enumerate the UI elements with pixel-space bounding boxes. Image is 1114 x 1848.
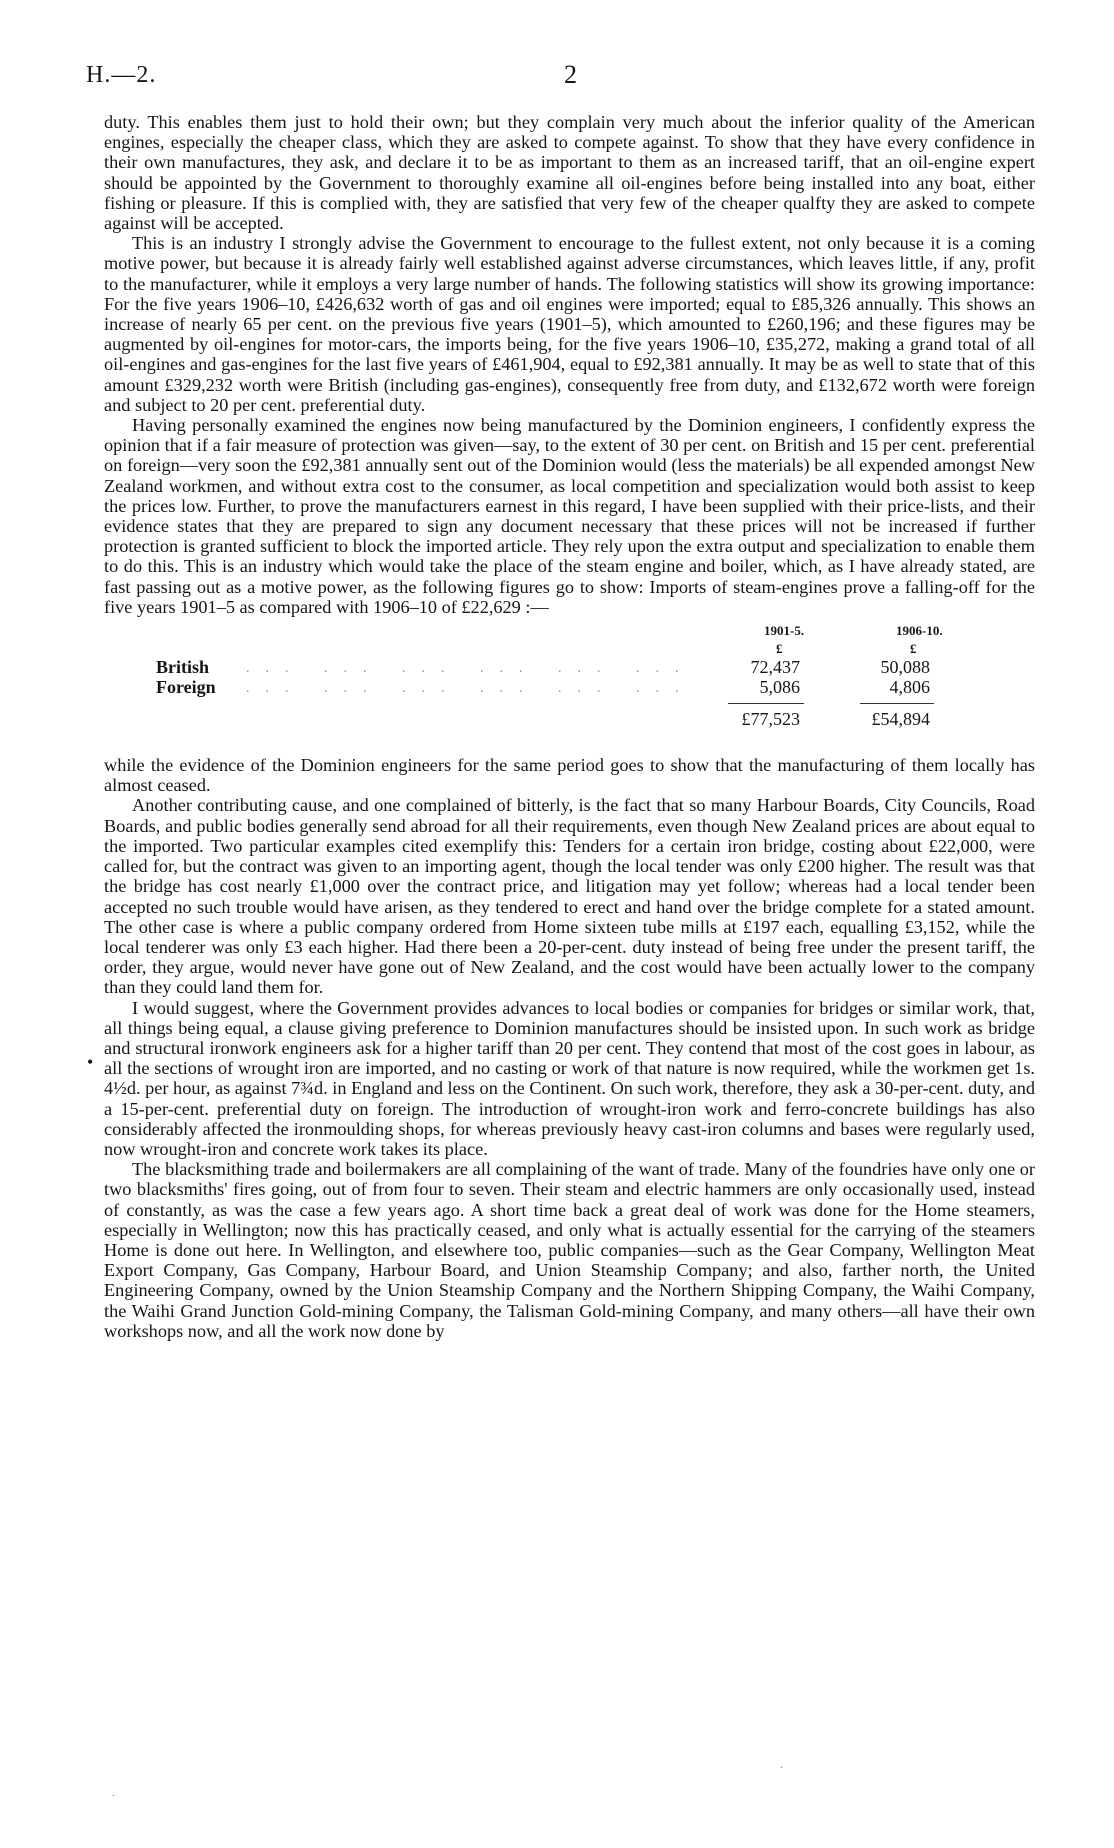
total-1901-5: £77,523: [741, 709, 800, 730]
speck: .: [780, 1757, 783, 1771]
paragraph: duty. This enables them just to hold their own; but they complain very much about the inferior quality of the American engines, especially the cheaper class, which they are asked to compete against. To show that they have every confidence in their own manufactures, they ask, and declare it to be as important to them as an increased tariff, that an oil-engine expert should be appointed by the Government to thoroughly examine all oil-engines before being installed into any boat, either fishing or pleasure. If this is complied with, they are satisfied that very few of the cheaper qualfty they are asked to compete against will be accepted.: [104, 112, 1035, 234]
document-body: [104, 112, 1035, 1341]
paragraph: Having personally examined the engines now being manufactured by the Dominion engineers, I confidently express the opinion that if a fair measure of protection was given—say, to the extent of 30 per cent. on British and 15 per cent. preferential on foreign—very soon the £92,381 annually sent out of the Dominion would (less the materials) be all expended amongst New Zealand workmen, and without extra cost to the consumer, as local competition and specialization would both assist to keep the prices low. Further, to prove the manufacturers earnest in this regard, I have been supplied with their price-lists, and their evidence states that they are prepared to sign any document necessary that these prices will not be increased if further protection is granted sufficient to block the imported article. They rely upon the extra output and specialization to enable them to do this. This is an industry which would take the place of the steam engine and boiler, which, as I have already stated, are fast passing out as a motive power, as the following figures go to show: Imports of steam-engines prove a falling-off for the five years 1901–5 as compared with 1906–10 of £22,629 :—: [104, 415, 1035, 617]
value-british-1906-10: 50,088: [880, 657, 930, 678]
steam-engine-imports-table: [104, 617, 1035, 755]
currency-symbol: £: [910, 641, 917, 657]
leader-dots: ... ... ... ... ... ...: [246, 681, 695, 697]
total-rule: [860, 703, 934, 704]
page-header: [86, 58, 956, 92]
currency-symbol: £: [776, 641, 783, 657]
column-header-1901-5: 1901-5.: [764, 623, 805, 639]
page-number: 2: [564, 60, 577, 89]
value-british-1901-5: 72,437: [750, 657, 800, 678]
paragraph: Another contributing cause, and one complained of bitterly, is the fact that so many Harbour Boards, City Councils, Road Boards, and public bodies generally send abroad for all their requirements, even though New Zealand prices are about equal to the imported. Two particular examples cited exemplify this: Tenders for a certain iron bridge, costing about £22,000, were called for, but the contract was given to an importing agent, though the local tender was only £200 higher. The result was that the bridge has cost nearly £1,000 over the contract price, and litigation may yet follow; whereas had a local tender been accepted no such trouble would have arisen, as they tendered to erect and hand over the bridge complete for a stated amount. The other case is where a public company ordered from Home sixteen tube mills at £197 each, equalling £3,152, while the local tenderer was only £3 each higher. Had there been a 20-per-cent. duty instead of being free under the present tariff, the order, they argue, would never have gone out of New Zealand, and the cost would have been actually lower to the company than they could land them for.: [104, 795, 1035, 998]
total-rule: [728, 703, 804, 704]
paragraph: I would suggest, where the Government provides advances to local bodies or companies for bridges or similar work, that, all things being equal, a clause giving preference to Dominion manufactures should be insisted upon. In such work as bridge and structural ironwork engineers ask for a higher tariff than 20 per cent. They contend that most of the cost goes in labour, as all the sections of wrought iron are imported, and no casting or work of that nature is now required, while the workmen get 1s. 4½d. per hour, as against 7¾d. in England and less on the Continent. On such work, therefore, they ask a 30-per-cent. duty, and a 15-per-cent. preferential duty on foreign. The introduction of wrought-iron work and ferro-concrete buildings has also considerably affected the ironmoulding shops, for whereas previously heavy cast-iron columns and bases were regularly used, now wrought-iron and concrete work takes its place.: [104, 997, 1035, 1159]
paragraph: This is an industry I strongly advise the Government to encourage to the fullest extent, not only because it is a coming motive power, but because it is already fairly well established against adverse circumstances, which leaves little, if any, profit to the manufacturer, while it employs a very large number of hands. The following statistics will show its growing importance: For the five years 1906–10, £426,632 worth of gas and oil engines were imported; equal to £85,326 annually. This shows an increase of nearly 65 per cent. on the previous five years (1901–5), which amounted to £260,196; and these figures may be augmented by oil-engines for motor-cars, the imports being, for the five years 1906–10, £35,272, making a grand total of all oil-engines and gas-engines for the last five years of £461,904, equal to £92,381 annually. It may be as well to state that of this amount £329,232 worth were British (including gas-engines), consequently free from duty, and £132,672 worth were foreign and subject to 20 per cent. preferential duty.: [104, 233, 1035, 415]
row-label-foreign: Foreign: [156, 677, 216, 698]
value-foreign-1906-10: 4,806: [889, 677, 930, 698]
speck: .: [112, 1785, 115, 1799]
paragraph: while the evidence of the Dominion engineers for the same period goes to show that the manufacturing of them locally has almost ceased.: [104, 755, 1035, 796]
document-reference: H.—2.: [86, 62, 157, 88]
value-foreign-1901-5: 5,086: [759, 677, 800, 698]
row-label-british: British: [156, 657, 210, 678]
margin-mark: •: [87, 1052, 94, 1072]
paragraph: The blacksmithing trade and boilermakers are all complaining of the want of trade. Many of the foundries have only one or two blacksmiths' fires going, out of from four to seven. Their steam and electric hammers are only occasionally used, instead of constantly, as was the case a few years ago. A short time back a great deal of work was done for the Home steamers, especially in Wellington; now this has practically ceased, and only what is actually essential for the carrying of the steamers Home is done out here. In Wellington, and elsewhere too, public companies—such as the Gear Company, Wellington Meat Export Company, Gas Company, Harbour Board, and Union Steamship Company; and also, farther north, the United Engineering Company, owned by the Union Steamship Company and the Northern Shipping Company, the Waihi Company, the Waihi Grand Junction Gold-mining Company, the Talisman Gold-mining Company, and many others—all have their own workshops now, and all the work now done by: [104, 1159, 1035, 1341]
leader-dots: ... ... ... ... ... ...: [246, 661, 695, 677]
total-1906-10: £54,894: [871, 709, 930, 730]
column-header-1906-10: 1906-10.: [896, 623, 943, 639]
